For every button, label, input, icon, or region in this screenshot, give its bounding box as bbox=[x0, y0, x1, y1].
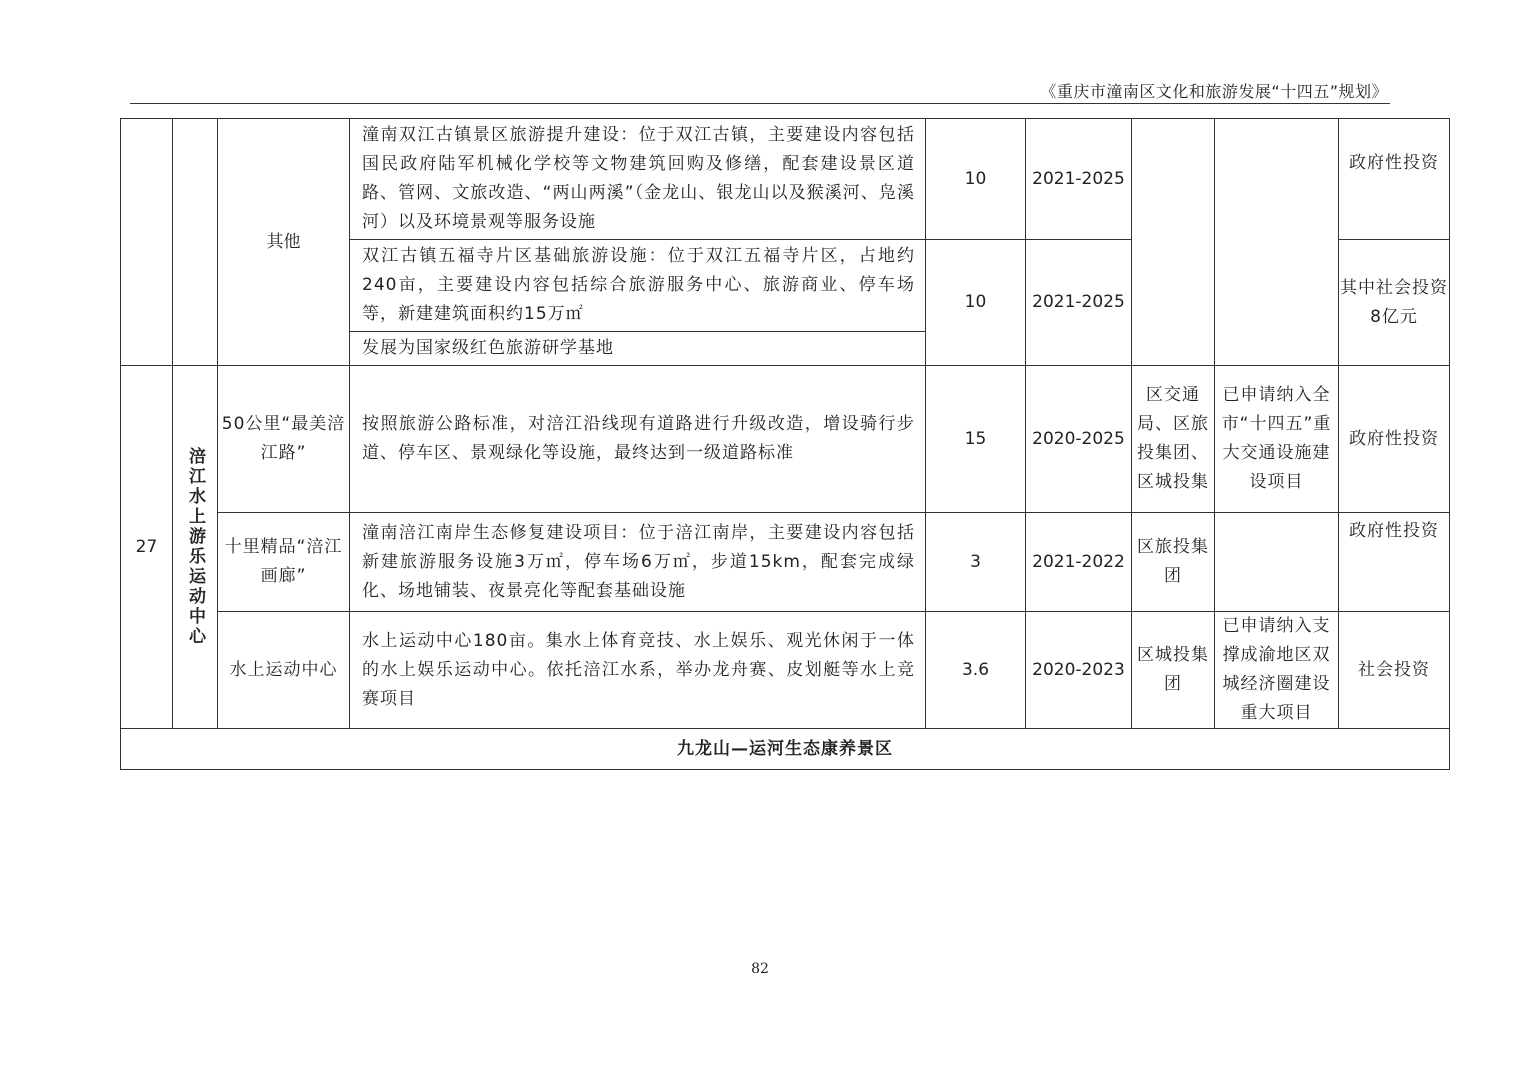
project-description: 潼南双江古镇景区旅游提升建设：位于双江古镇，主要建设内容包括国民政府陆军机械化学校等文物建筑回购及修缮，配套建设景区道路、管网、文旅改造、“两山两溪”（金龙山、银龙山以及猴溪河、凫溪河）以及环境景观等服务设施 bbox=[350, 119, 926, 240]
project-description: 双江古镇五福寺片区基础旅游设施：位于双江五福寺片区，占地约240亩，主要建设内容包括综合旅游服务中心、旅游商业、停车场等，新建建筑面积约15万㎡ bbox=[350, 240, 926, 332]
number-cell-empty bbox=[121, 119, 173, 366]
note-value: 已申请纳入全市“十四五”重大交通设施建设项目 bbox=[1215, 366, 1339, 513]
funding-value: 政府性投资 bbox=[1339, 119, 1450, 240]
investment-value: 3 bbox=[926, 513, 1026, 612]
category-label: 涪江水上游乐运动中心 bbox=[185, 447, 205, 647]
project-description: 按照旅游公路标准，对涪江沿线现有道路进行升级改造，增设骑行步道、停车区、景观绿化等设施，最终达到一级道路标准 bbox=[350, 366, 926, 513]
table-row bbox=[121, 513, 1450, 612]
owner-value: 区旅投集团 bbox=[1132, 513, 1215, 612]
period-value: 2020-2025 bbox=[1026, 366, 1132, 513]
project-description: 水上运动中心180亩。集水上体育竞技、水上娱乐、观光休闲于一体的水上娱乐运动中心。依托涪江水系，举办龙舟赛、皮划艇等水上竞赛项目 bbox=[350, 612, 926, 729]
owner-cell-empty bbox=[1132, 119, 1215, 366]
period-value: 2021-2025 bbox=[1026, 240, 1132, 366]
project-description: 发展为国家级红色旅游研学基地 bbox=[350, 332, 926, 366]
table-row bbox=[121, 119, 1450, 240]
funding-value: 其中社会投资8亿元 bbox=[1339, 240, 1450, 366]
period-value: 2020-2023 bbox=[1026, 612, 1132, 729]
funding-value: 社会投资 bbox=[1339, 612, 1450, 729]
project-name-cell: 水上运动中心 bbox=[218, 612, 350, 729]
investment-value: 10 bbox=[926, 240, 1026, 366]
investment-value: 3.6 bbox=[926, 612, 1026, 729]
funding-value: 政府性投资 bbox=[1339, 513, 1450, 612]
project-name-cell: 50公里“最美涪江路” bbox=[218, 366, 350, 513]
project-description: 潼南涪江南岸生态修复建设项目：位于涪江南岸，主要建设内容包括新建旅游服务设施3万㎡，停车场6万㎡，步道15km，配套完成绿化、场地铺装、夜景亮化等配套基础设施 bbox=[350, 513, 926, 612]
project-name-cell: 十里精品“涪江画廊” bbox=[218, 513, 350, 612]
header-rule bbox=[130, 103, 1390, 104]
period-value: 2021-2025 bbox=[1026, 119, 1132, 240]
note-value bbox=[1215, 513, 1339, 612]
investment-value: 15 bbox=[926, 366, 1026, 513]
note-cell-empty bbox=[1215, 119, 1339, 366]
note-value: 已申请纳入支撑成渝地区双城经济圈建设重大项目 bbox=[1215, 612, 1339, 729]
project-table bbox=[120, 118, 1450, 770]
row-number: 27 bbox=[121, 366, 173, 729]
category-cell-empty bbox=[173, 119, 218, 366]
owner-value: 区交通局、区旅投集团、区城投集 bbox=[1132, 366, 1215, 513]
project-name-cell: 其他 bbox=[218, 119, 350, 366]
section-title: 九龙山—运河生态康养景区 bbox=[121, 729, 1450, 770]
section-header-row bbox=[121, 729, 1450, 770]
table-row bbox=[121, 366, 1450, 513]
document-header-title: 《重庆市潼南区文化和旅游发展“十四五”规划》 bbox=[1040, 82, 1388, 101]
table-row bbox=[121, 612, 1450, 729]
period-value: 2021-2022 bbox=[1026, 513, 1132, 612]
funding-value: 政府性投资 bbox=[1339, 366, 1450, 513]
owner-value: 区城投集团 bbox=[1132, 612, 1215, 729]
page-number: 82 bbox=[751, 961, 769, 977]
category-cell bbox=[173, 366, 218, 729]
investment-value: 10 bbox=[926, 119, 1026, 240]
